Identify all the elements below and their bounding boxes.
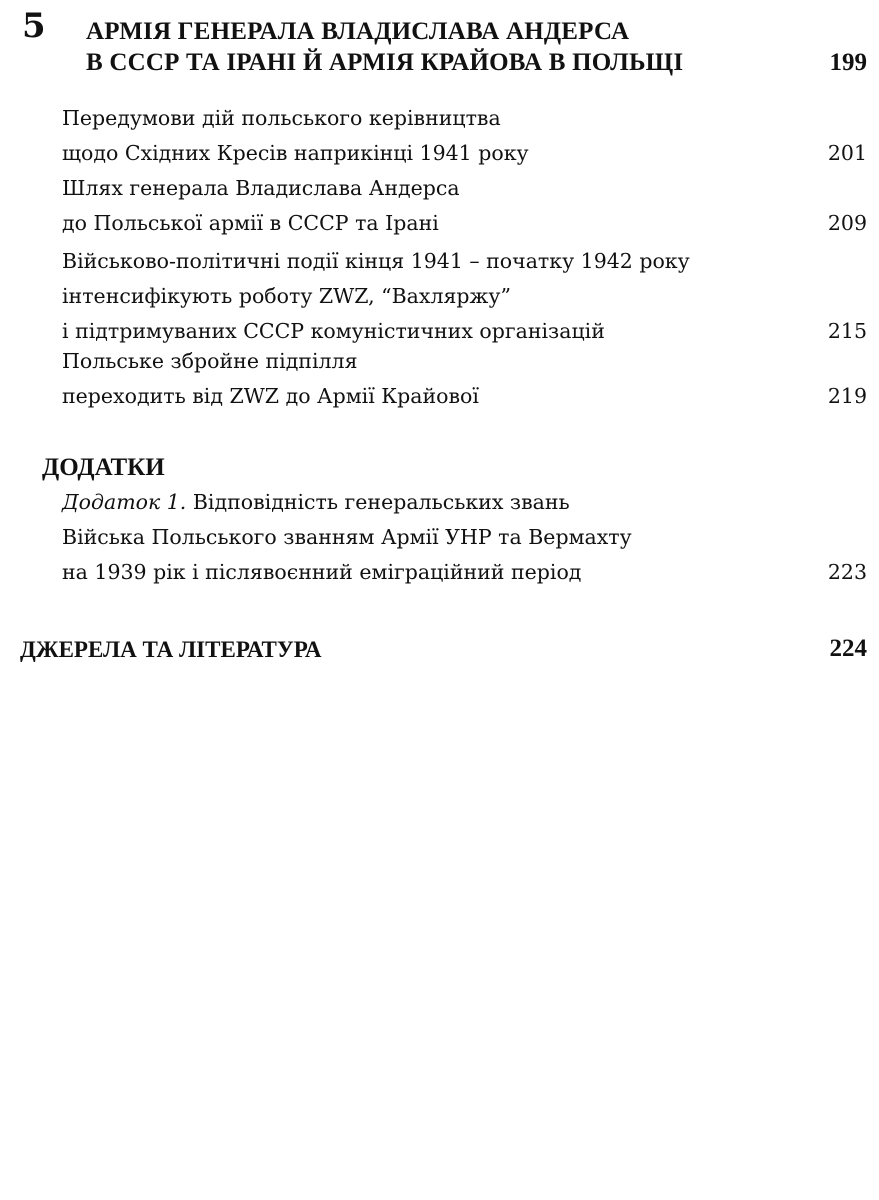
appendix-entry-text: Відповідність генеральських звань [186,490,570,514]
toc-entry-page-number: 201 [827,141,867,165]
toc-entry-line: інтенсифікують роботу ZWZ, “Вахляржу” [62,284,511,308]
appendix-entry-line: Війська Польського званням Армії УНР та Вермахту [62,525,632,549]
toc-entry-page-number: 209 [827,211,867,235]
toc-entry-line: до Польської армії в СССР та Ірані [62,211,439,235]
toc-entry-line: Передумови дій польського керівництва [62,106,501,130]
toc-entry-line: і підтримуваних СССР комуністичних організацій [62,319,605,343]
chapter-number: 5 [22,6,46,46]
appendices-heading: ДОДАТКИ [42,454,165,481]
toc-entry-line: Шлях генерала Владислава Андерса [62,176,460,200]
toc-entry-line: щодо Східних Кресів наприкінці 1941 року [62,141,529,165]
toc-entry-line: Польське збройне підпілля [62,349,358,373]
appendix-entry-line: на 1939 рік і післявоєнний еміграційний період [62,560,582,584]
chapter-page-number: 199 [829,49,867,76]
toc-entry [62,344,867,414]
bibliography-page-number: 224 [829,635,867,662]
chapter-title-line: В СССР ТА ІРАНІ Й АРМІЯ КРАЙОВА В ПОЛЬЩІ [86,49,684,76]
appendix-entry-page-number: 223 [827,560,867,584]
appendix-entry-first-line [62,485,867,520]
toc-entry-page-number: 219 [827,384,867,408]
chapter-title-line: АРМІЯ ГЕНЕРАЛА ВЛАДИСЛАВА АНДЕРСА [86,18,630,45]
toc-entry-line: переходить від ZWZ до Армії Крайової [62,384,479,408]
toc-entry-page-number: 215 [827,319,867,343]
toc-entry-line: Військово-політичні події кінця 1941 – початку 1942 року [62,249,690,273]
toc-entry [62,101,867,171]
bibliography-heading: ДЖЕРЕЛА ТА ЛІТЕРАТУРА [20,637,322,662]
toc-entry [62,244,867,349]
appendix-label: Додаток 1. [62,490,187,514]
appendix-entry [62,485,867,590]
chapter-title [86,16,766,78]
toc-entry [62,171,867,241]
